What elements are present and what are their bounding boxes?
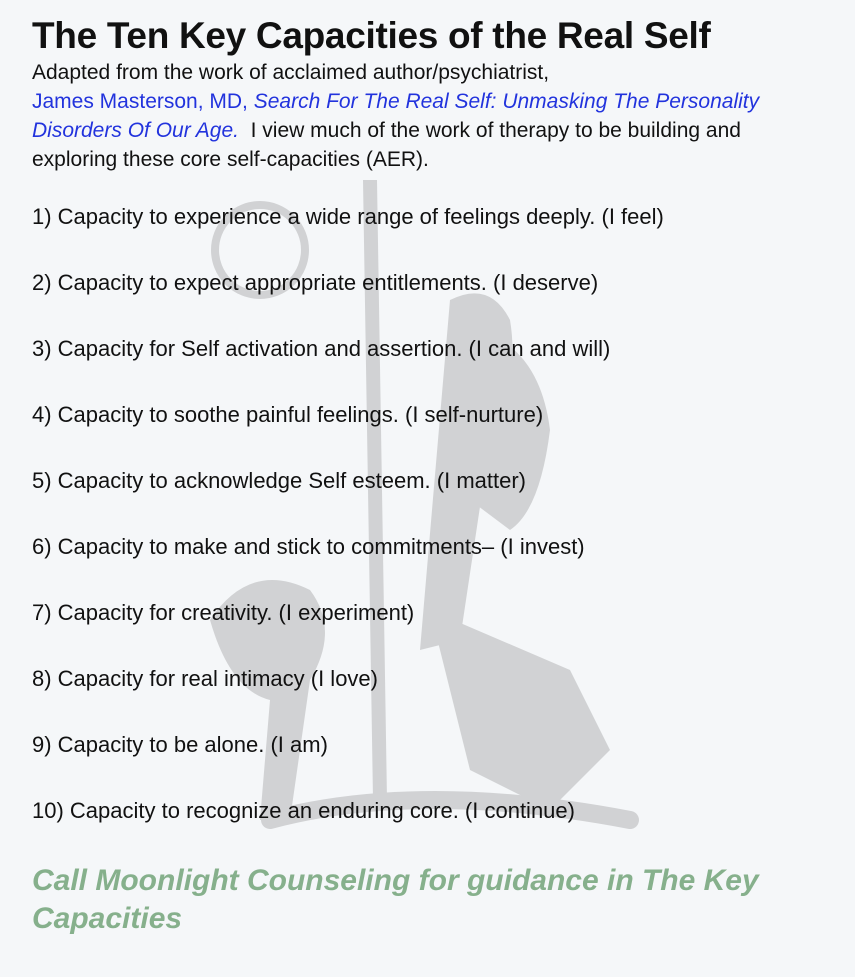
- author-link[interactable]: James Masterson, MD,: [32, 90, 248, 113]
- list-item: 2) Capacity to expect appropriate entitlements. (I deserve): [32, 270, 599, 295]
- page-title: The Ten Key Capacities of the Real Self: [32, 15, 711, 56]
- list-item: 9) Capacity to be alone. (I am): [32, 732, 328, 757]
- intro-prefix: Adapted from the work of acclaimed author/psychiatrist,: [32, 61, 550, 84]
- list-item: 10) Capacity to recognize an enduring core. (I continue): [32, 798, 575, 823]
- intro-paragraph: [32, 58, 823, 174]
- call-to-action: Call Moonlight Counseling for guidance in The Key Capacities: [32, 864, 759, 935]
- list-item: 8) Capacity for real intimacy (I love): [32, 666, 378, 691]
- list-item: 7) Capacity for creativity. (I experiment): [32, 600, 415, 625]
- list-item: 6) Capacity to make and stick to commitments– (I invest): [32, 534, 585, 559]
- list-item: 3) Capacity for Self activation and assertion. (I can and will): [32, 336, 611, 361]
- capacities-list: [32, 202, 823, 826]
- list-item: 1) Capacity to experience a wide range of feelings deeply. (I feel): [32, 204, 664, 229]
- book-title: Search For The Real Self: Unmasking The Personality Disorders Of Our Age.: [32, 90, 760, 142]
- list-item: 4) Capacity to soothe painful feelings. (I self-nurture): [32, 402, 544, 427]
- list-item: 5) Capacity to acknowledge Self esteem. (I matter): [32, 468, 526, 493]
- intro-suffix: I view much of the work of therapy to be building and exploring these core self-capacities (AER).: [32, 119, 741, 171]
